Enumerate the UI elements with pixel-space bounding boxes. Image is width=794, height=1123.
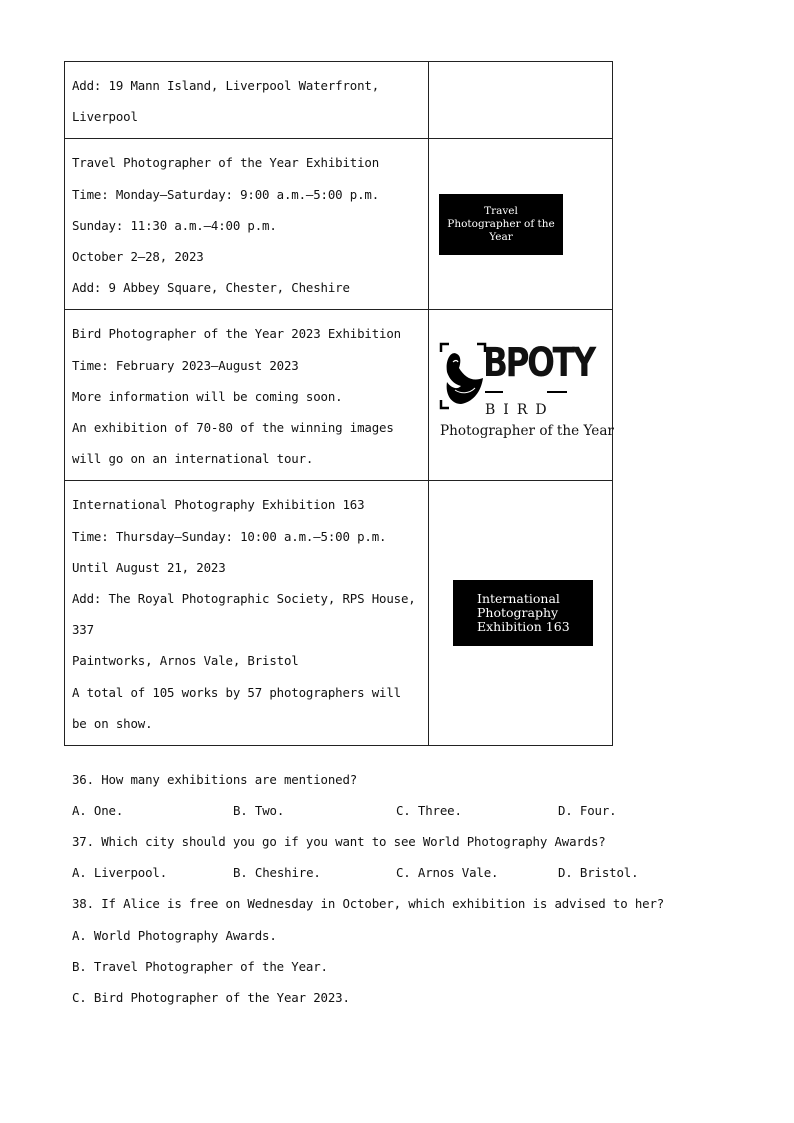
exhibition-cell [65, 139, 429, 310]
logo-text: International [477, 591, 560, 607]
logo-text: Exhibition 163 [477, 619, 570, 635]
logo-cell [429, 481, 613, 746]
exhibition-table [64, 61, 613, 746]
table-row [65, 310, 613, 481]
logo-text: Photography [477, 605, 559, 621]
text-line: Sunday: 11:30 a.m.—4:00 p.m. [72, 217, 277, 233]
logo-text: Travel [484, 204, 518, 217]
text-line: Time: February 2023—August 2023 [72, 357, 299, 373]
logo-cell [429, 310, 613, 481]
text-line: A total of 105 works by 57 photographers will [72, 684, 401, 700]
text-line: Paintworks, Arnos Vale, Bristol [72, 653, 299, 669]
option-b: B. Travel Photographer of the Year. [72, 959, 328, 974]
text-line: 337 [72, 622, 94, 638]
text-line: Add: 9 Abbey Square, Chester, Cheshire [72, 280, 350, 296]
option-d: D. Four. [558, 803, 617, 818]
travel-photographer-logo [439, 194, 563, 255]
text-line: Time: Thursday—Sunday: 10:00 a.m.—5:00 p.m. [72, 528, 387, 544]
option-d: D. Bristol. [558, 865, 639, 880]
text-line: An exhibition of 70-80 of the winning images [72, 420, 394, 436]
option-c: C. Three. [396, 803, 462, 818]
text-line: will go on an international tour. [72, 451, 314, 467]
logo-cell [429, 62, 613, 139]
table-row [65, 62, 613, 139]
exhibition-cell [65, 481, 429, 746]
text-line: October 2—28, 2023 [72, 249, 204, 265]
bpoty-logo [429, 310, 612, 476]
ipe-logo [453, 580, 593, 646]
option-a: A. Liverpool. [72, 865, 168, 880]
text-line: Time: Monday—Saturday: 9:00 a.m.—5:00 p.m. [72, 186, 380, 202]
option-a: A. One. [72, 803, 124, 818]
option-b: B. Two. [233, 803, 285, 818]
text-line: More information will be coming soon. [72, 388, 343, 404]
table-row [65, 481, 613, 746]
question-38: 38. If Alice is free on Wednesday in October, which exhibition is advised to her? [72, 896, 665, 911]
text-line: International Photography Exhibition 163 [72, 497, 365, 513]
logo-cell [429, 139, 613, 310]
option-b: B. Cheshire. [233, 865, 321, 880]
question-37: 37. Which city should you go if you want to see World Photography Awards? [72, 834, 606, 849]
exhibition-cell [65, 310, 429, 481]
logo-text: Photographer of the Year [447, 217, 555, 243]
text-line: Travel Photographer of the Year Exhibition [72, 155, 380, 171]
text-line: Add: The Royal Photographic Society, RPS House, [72, 591, 416, 607]
text-line: be on show. [72, 715, 153, 731]
option-c: C. Arnos Vale. [396, 865, 499, 880]
text-line: Add: 19 Mann Island, Liverpool Waterfront, [72, 78, 380, 93]
bpoty-bird-text: BIRD [485, 402, 555, 419]
bird-icon [439, 342, 487, 412]
text-line: Bird Photographer of the Year 2023 Exhibition [72, 326, 401, 342]
text-line: Until August 21, 2023 [72, 559, 226, 575]
exhibition-cell [65, 62, 429, 139]
option-c: C. Bird Photographer of the Year 2023. [72, 990, 350, 1005]
bpoty-wordmark: BPOTY [483, 340, 594, 387]
option-a: A. World Photography Awards. [72, 928, 277, 943]
table-row [65, 139, 613, 310]
bpoty-subtitle: Photographer of the Year [440, 423, 614, 440]
question-36: 36. How many exhibitions are mentioned? [72, 772, 358, 787]
text-line: Liverpool [72, 109, 138, 125]
